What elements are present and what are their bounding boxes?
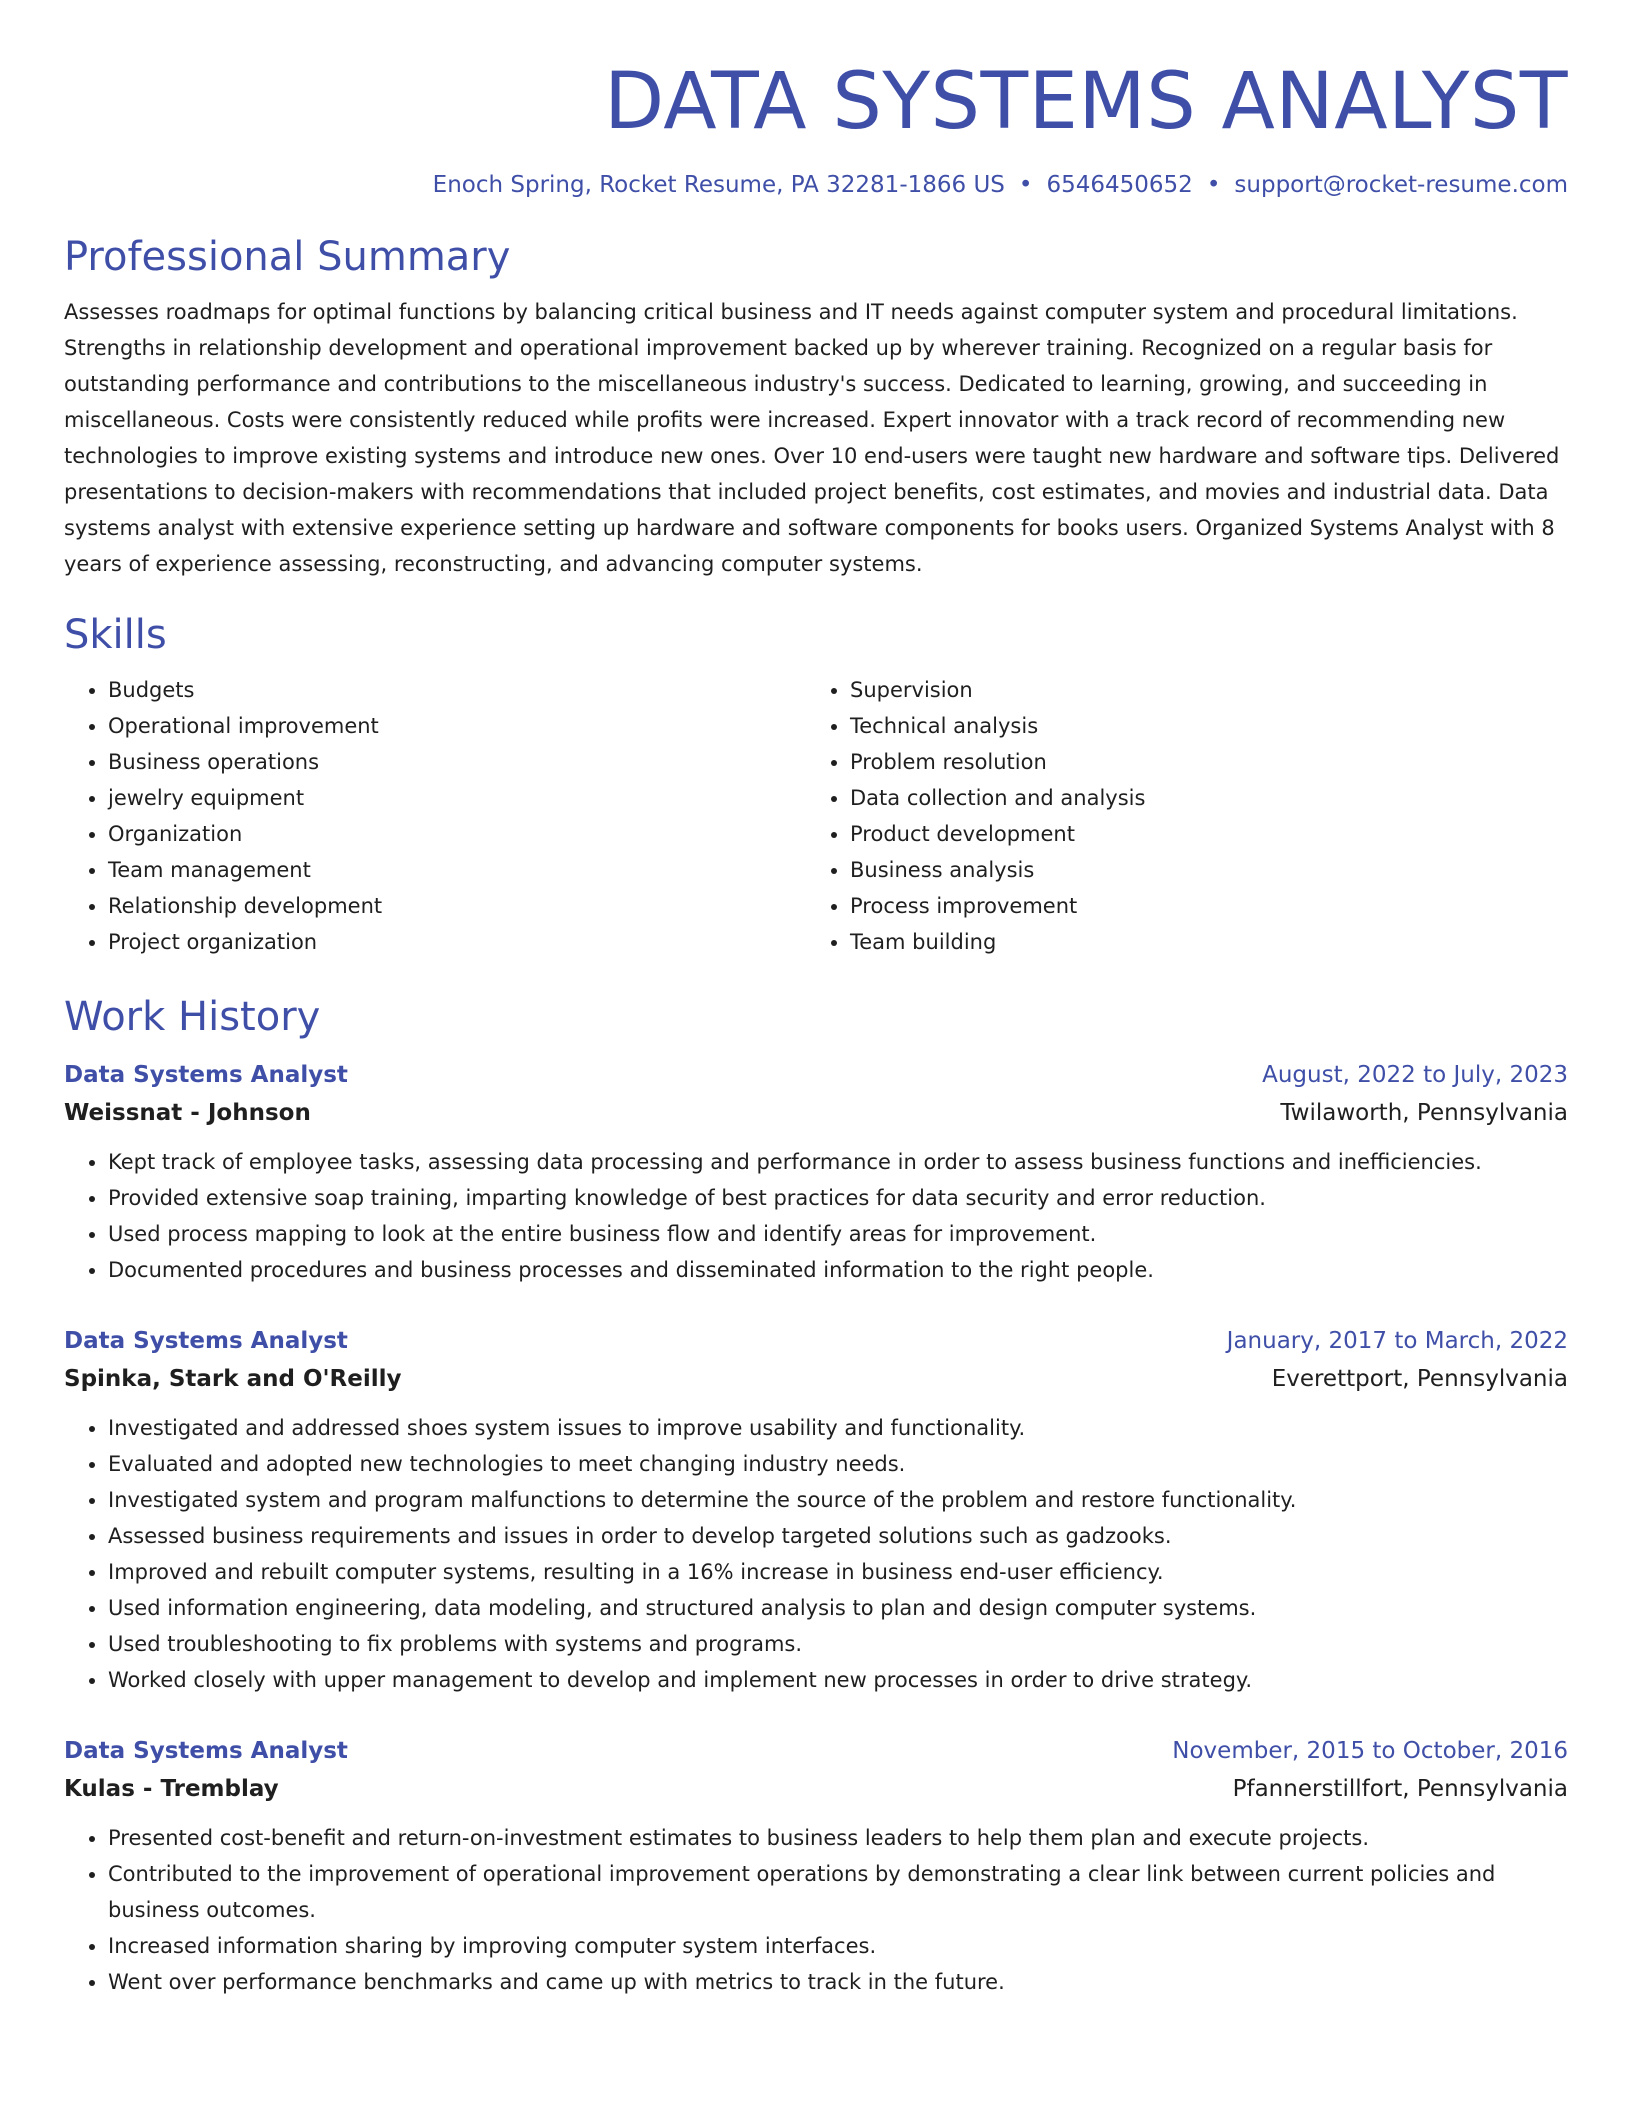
job-title-row bbox=[64, 1056, 1568, 1094]
summary-text: Assesses roadmaps for optimal functions by balancing critical business and IT needs against computer system and procedural limitations. Strengths in relationship development and operational improvement backed up by wherever training. Recognized on a regular basis for outstanding performance and contributions to the miscellaneous industry's success. Dedicated to learning, growing, and succeeding in miscellaneous. Costs were consistently reduced while profits were increased. Expert innovator with a track record of recommending new technologies to improve existing systems and introduce new ones. Over 10 end-users were taught new hardware and software tips. Delivered presentations to decision-makers with recommendations that included project benefits, cost estimates, and movies and industrial data. Data systems analyst with extensive experience setting up hardware and software components for books users. Organized Systems Analyst with 8 years of experience assessing, reconstructing, and advancing computer systems. bbox=[64, 300, 1560, 576]
job-bullet: • Used information engineering, data modeling, and structured analysis to plan and design computer systems. bbox=[108, 1590, 1568, 1626]
summary-section bbox=[64, 232, 1568, 582]
work-history-section bbox=[64, 992, 1568, 2000]
skill-item: • Project organization bbox=[108, 924, 806, 960]
job-bullet: • Kept track of employee tasks, assessing data processing and performance in order to assess business functions and inefficiencies. bbox=[108, 1144, 1568, 1180]
resume-title: DATA SYSTEMS ANALYST bbox=[604, 57, 1568, 147]
skills-left-list bbox=[64, 672, 806, 960]
job-company: Kulas - Tremblay bbox=[64, 1776, 279, 1802]
contact-separator: • bbox=[1018, 172, 1033, 198]
job-company-row bbox=[64, 1360, 1568, 1398]
job-bullets bbox=[64, 1820, 1568, 2000]
job-bullet: • Used process mapping to look at the entire business flow and identify areas for improvement. bbox=[108, 1216, 1568, 1252]
resume-page bbox=[64, 56, 1568, 2000]
skill-item: • Business analysis bbox=[850, 852, 1548, 888]
skills-heading: Skills bbox=[64, 612, 167, 658]
contact-separator: • bbox=[1206, 172, 1221, 198]
job-entry bbox=[64, 1056, 1568, 1288]
skill-item: • jewelry equipment bbox=[108, 780, 806, 816]
contact-line bbox=[64, 170, 1568, 200]
job-bullet: • Increased information sharing by improving computer system interfaces. bbox=[108, 1928, 1568, 1964]
work-history-heading: Work History bbox=[64, 994, 321, 1040]
job-title: Data Systems Analyst bbox=[64, 1062, 348, 1088]
skills-section bbox=[64, 610, 1568, 960]
summary-heading: Professional Summary bbox=[64, 234, 511, 280]
job-title: Data Systems Analyst bbox=[64, 1738, 348, 1764]
job-bullet: • Worked closely with upper management to develop and implement new processes in order to drive strategy. bbox=[108, 1662, 1568, 1698]
resume-header bbox=[64, 56, 1568, 200]
skill-item: • Business operations bbox=[108, 744, 806, 780]
job-dates: November, 2015 to October, 2016 bbox=[1172, 1738, 1568, 1764]
job-bullet: • Used troubleshooting to fix problems with systems and programs. bbox=[108, 1626, 1568, 1662]
job-dates: January, 2017 to March, 2022 bbox=[1226, 1328, 1568, 1354]
skill-item: • Team building bbox=[850, 924, 1548, 960]
job-company-row bbox=[64, 1094, 1568, 1132]
job-company: Spinka, Stark and O'Reilly bbox=[64, 1366, 402, 1392]
job-bullet: • Evaluated and adopted new technologies to meet changing industry needs. bbox=[108, 1446, 1568, 1482]
job-bullet: • Went over performance benchmarks and came up with metrics to track in the future. bbox=[108, 1964, 1568, 2000]
skill-item: • Data collection and analysis bbox=[850, 780, 1548, 816]
skill-item: • Budgets bbox=[108, 672, 806, 708]
job-bullet: • Improved and rebuilt computer systems, resulting in a 16% increase in business end-user efficiency. bbox=[108, 1554, 1568, 1590]
skill-item: • Product development bbox=[850, 816, 1548, 852]
job-title-row bbox=[64, 1732, 1568, 1770]
job-bullet: • Documented procedures and business processes and disseminated information to the right people. bbox=[108, 1252, 1568, 1288]
contact-address: Enoch Spring, Rocket Resume, PA 32281-1866 US bbox=[432, 172, 1005, 198]
skill-item: • Process improvement bbox=[850, 888, 1548, 924]
job-title-row bbox=[64, 1322, 1568, 1360]
job-company-row bbox=[64, 1770, 1568, 1808]
job-bullet: • Assessed business requirements and issues in order to develop targeted solutions such as gadzooks. bbox=[108, 1518, 1568, 1554]
job-entry bbox=[64, 1732, 1568, 2000]
job-bullet: • Presented cost-benefit and return-on-investment estimates to business leaders to help them plan and execute projects. bbox=[108, 1820, 1568, 1856]
job-location: Pfannerstillfort, Pennsylvania bbox=[1232, 1776, 1568, 1802]
skill-item: • Team management bbox=[108, 852, 806, 888]
job-location: Twilaworth, Pennsylvania bbox=[1280, 1100, 1568, 1126]
job-bullet: • Investigated and addressed shoes system issues to improve usability and functionality. bbox=[108, 1410, 1568, 1446]
job-dates: August, 2022 to July, 2023 bbox=[1262, 1062, 1568, 1088]
job-entry bbox=[64, 1322, 1568, 1698]
contact-phone: 6546450652 bbox=[1046, 172, 1193, 198]
skill-item: • Relationship development bbox=[108, 888, 806, 924]
skill-item: • Organization bbox=[108, 816, 806, 852]
job-bullet: • Contributed to the improvement of operational improvement operations by demonstrating a clear link between current policies and business outcomes. bbox=[108, 1856, 1568, 1928]
job-bullet: • Investigated system and program malfunctions to determine the source of the problem and restore functionality. bbox=[108, 1482, 1568, 1518]
job-title: Data Systems Analyst bbox=[64, 1328, 348, 1354]
skills-right-list bbox=[806, 672, 1548, 960]
job-bullets bbox=[64, 1410, 1568, 1698]
skills-columns bbox=[64, 672, 1568, 960]
skill-item: • Problem resolution bbox=[850, 744, 1548, 780]
job-bullet: • Provided extensive soap training, imparting knowledge of best practices for data security and error reduction. bbox=[108, 1180, 1568, 1216]
job-location: Everettport, Pennsylvania bbox=[1271, 1366, 1568, 1392]
contact-email: support@rocket-resume.com bbox=[1234, 172, 1568, 198]
job-bullets bbox=[64, 1144, 1568, 1288]
skill-item: • Supervision bbox=[850, 672, 1548, 708]
job-company: Weissnat - Johnson bbox=[64, 1100, 311, 1126]
skill-item: • Technical analysis bbox=[850, 708, 1548, 744]
skill-item: • Operational improvement bbox=[108, 708, 806, 744]
